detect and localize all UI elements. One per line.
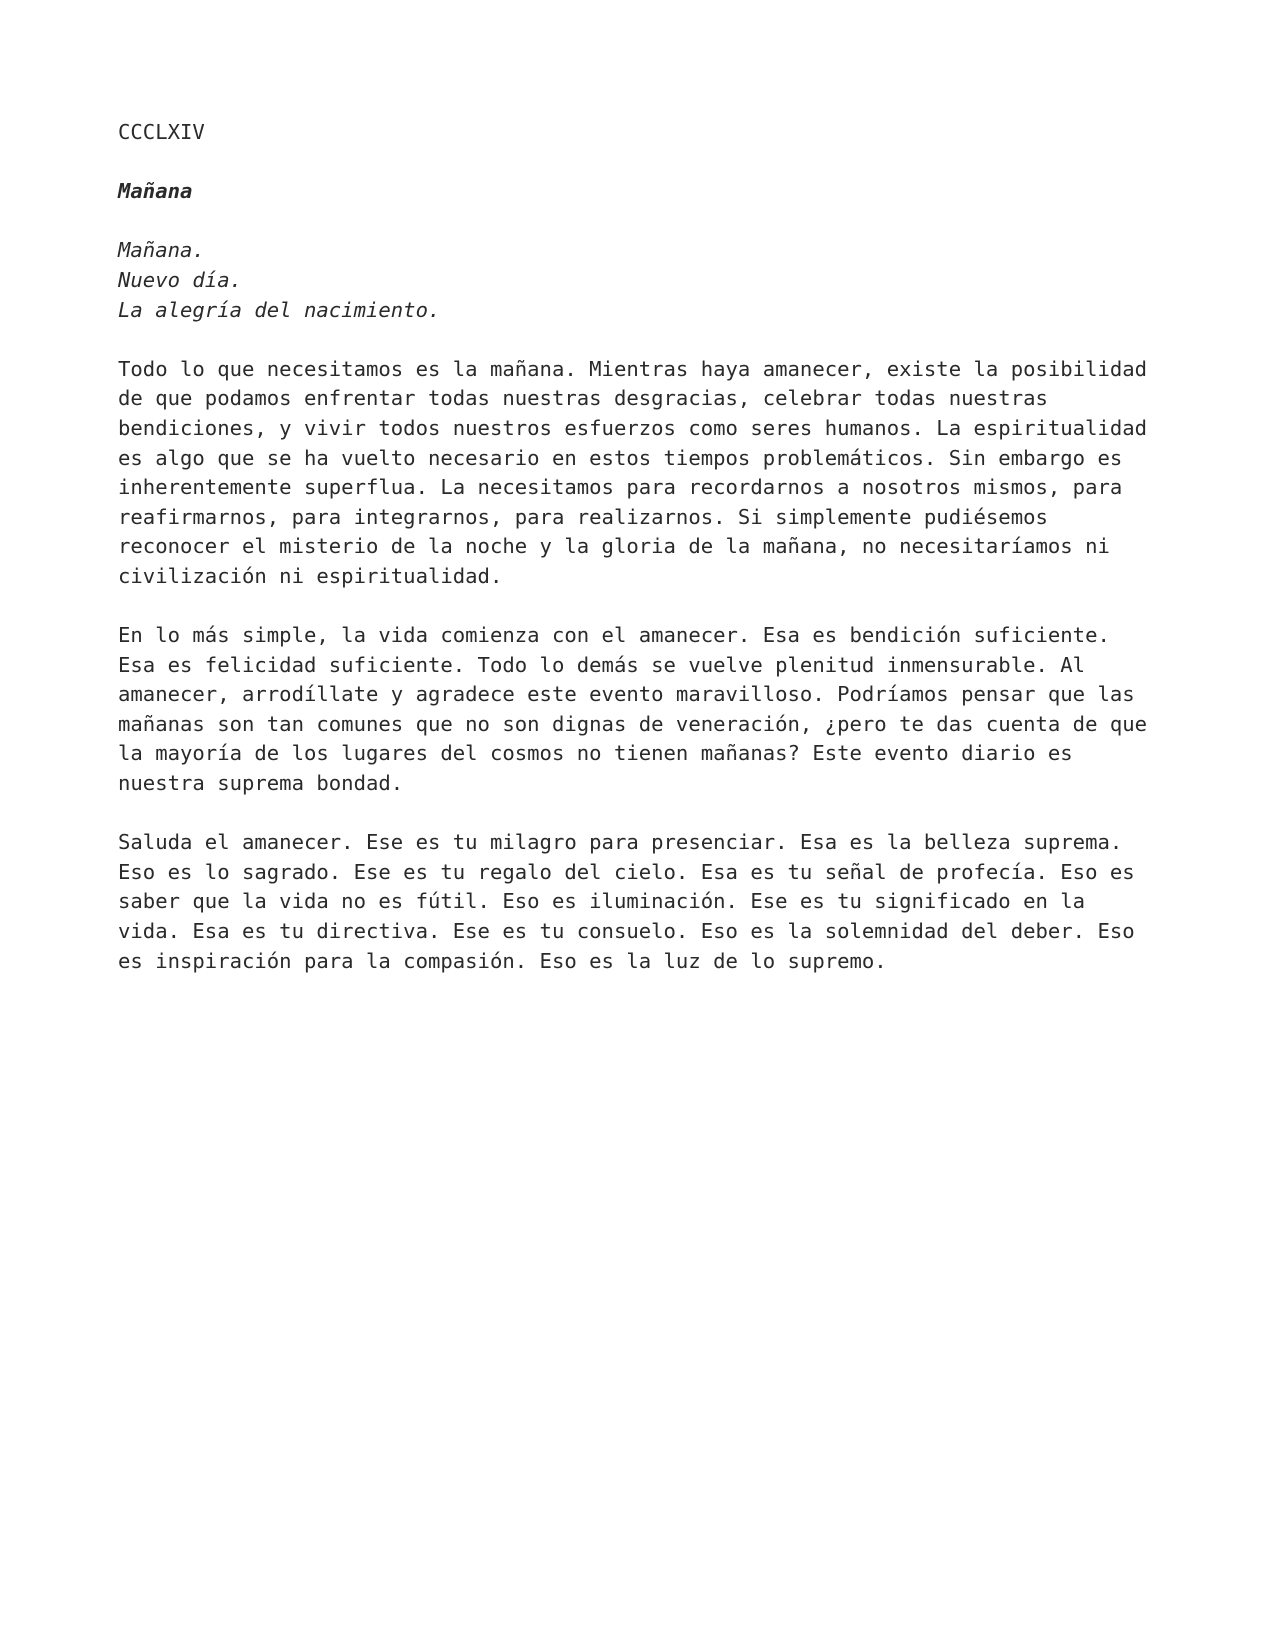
paragraph-line: Eso es lo sagrado. Ese es tu regalo del cielo. Esa es tu señal de profecía. Eso es (118, 859, 1135, 884)
verse-line: Nuevo día. (118, 267, 242, 292)
paragraph-line: Esa es felicidad suficiente. Todo lo demás se vuelve plenitud inmensurable. Al (118, 652, 1086, 677)
paragraph-line: es inspiración para la compasión. Eso es la luz de lo supremo. (118, 948, 887, 973)
paragraph-line: mañanas son tan comunes que no son dignas de veneración, ¿pero te das cuenta de que (118, 711, 1148, 736)
document-page (118, 118, 1178, 976)
paragraph-line: de que podamos enfrentar todas nuestras desgracias, celebrar todas nuestras (118, 386, 1048, 411)
paragraph-line: En lo más simple, la vida comienza con el amanecer. Esa es bendición suficiente. (118, 623, 1110, 648)
verse-line: Mañana. (118, 238, 205, 263)
paragraph-line: bendiciones, y vivir todos nuestros esfuerzos como seres humanos. La espiritualidad (118, 415, 1148, 440)
paragraph-2 (118, 621, 1178, 799)
paragraph-line: nuestra suprema bondad. (118, 771, 404, 796)
paragraph-line: es algo que se ha vuelto necesario en estos tiempos problemáticos. Sin embargo es (118, 445, 1123, 470)
paragraph-line: inherentemente superflua. La necesitamos para recordarnos a nosotros mismos, para (118, 475, 1123, 500)
verse-line: La alegría del nacimiento. (118, 297, 441, 322)
chapter-number: CCCLXIV (118, 120, 205, 144)
title-block (118, 177, 1178, 207)
paragraph-line: reconocer el misterio de la noche y la gloria de la mañana, no necesitaríamos ni (118, 534, 1110, 559)
paragraph-line: reafirmarnos, para integrarnos, para realizarnos. Si simplemente pudiésemos (118, 504, 1048, 529)
paragraph-line: amanecer, arrodíllate y agradece este evento maravilloso. Podríamos pensar que las (118, 682, 1135, 707)
paragraph-line: Todo lo que necesitamos es la mañana. Mientras haya amanecer, existe la posibilidad (118, 356, 1148, 381)
paragraph-line: civilización ni espiritualidad. (118, 563, 503, 588)
verse-block (118, 236, 1178, 325)
paragraph-line: la mayoría de los lugares del cosmos no tienen mañanas? Este evento diario es (118, 741, 1073, 766)
chapter-number-block (118, 118, 1178, 148)
paragraph-1 (118, 355, 1178, 592)
paragraph-line: Saluda el amanecer. Ese es tu milagro para presenciar. Esa es la belleza suprema. (118, 830, 1123, 855)
paragraph-line: vida. Esa es tu directiva. Ese es tu consuelo. Eso es la solemnidad del deber. Eso (118, 919, 1135, 944)
chapter-title: Mañana (118, 179, 193, 204)
paragraph-3 (118, 828, 1178, 976)
paragraph-line: saber que la vida no es fútil. Eso es iluminación. Ese es tu significado en la (118, 889, 1086, 914)
